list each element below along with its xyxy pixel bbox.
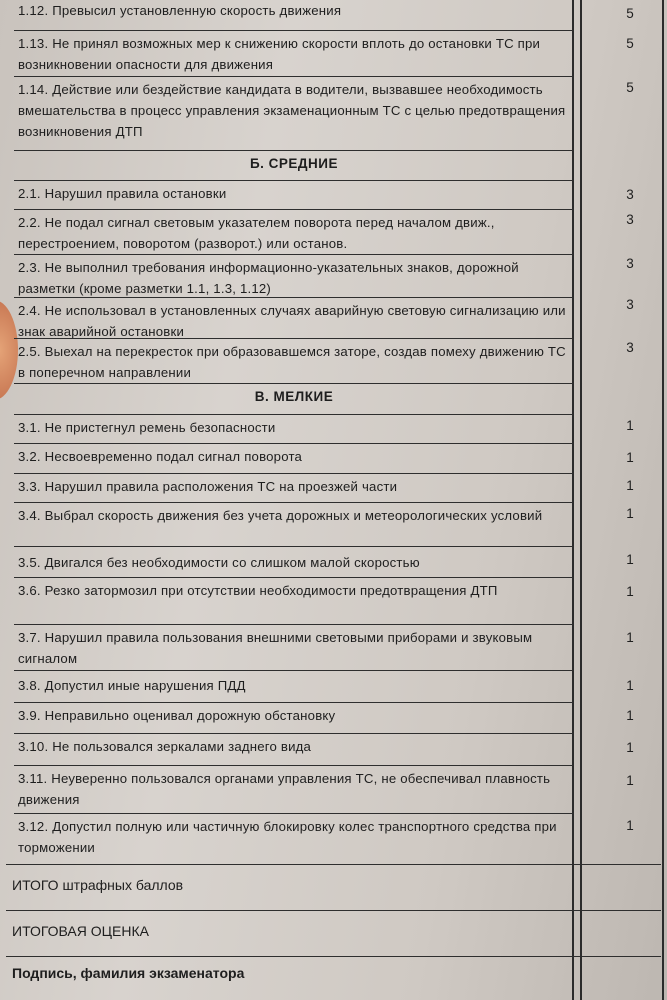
item-row — [14, 338, 574, 383]
section-heading: В. МЕЛКИЕ — [14, 383, 574, 410]
right-border — [662, 0, 664, 1000]
item-text: 3.3. Нарушил правила расположения ТС на проезжей части — [18, 479, 398, 494]
item-points: 1 — [626, 552, 634, 567]
item-points: 3 — [626, 256, 634, 271]
item-row — [14, 297, 574, 338]
item-points: 1 — [626, 450, 634, 465]
item-points: 1 — [626, 630, 634, 645]
item-text: 3.6. Резко затормозил при отсутствии необходимости предотвращения ДТП — [18, 583, 498, 598]
item-points: 1 — [626, 773, 634, 788]
item-text: 2.4. Не использовал в установленных случаях аварийную световую сигнализацию или знак аварийной остановки — [18, 303, 566, 339]
item-text: 3.10. Не пользовался зеркалами заднего вида — [18, 739, 312, 754]
item-text: 1.13. Не принял возможных мер к снижению скорости вплоть до остановки ТС при возникновении опасности для движения — [18, 36, 541, 72]
column-divider — [580, 0, 582, 1000]
item-text: 3.4. Выбрал скорость движения без учета дорожных и метеорологических условий — [18, 508, 543, 523]
item-row — [14, 813, 574, 862]
item-points: 5 — [626, 80, 634, 95]
item-row — [14, 180, 574, 209]
item-text: 2.1. Нарушил правила остановки — [18, 186, 227, 201]
item-row — [14, 209, 574, 254]
item-text: 3.1. Не пристегнул ремень безопасности — [18, 420, 276, 435]
item-row — [14, 670, 574, 703]
item-points: 5 — [626, 6, 634, 21]
item-points: 1 — [626, 478, 634, 493]
item-text: 1.12. Превысил установленную скорость движения — [18, 3, 342, 18]
item-points: 3 — [626, 297, 634, 312]
item-text: 2.5. Выехал на перекресток при образовавшемся заторе, создав помеху движению ТС в поперечном направлении — [18, 344, 566, 380]
final-grade-row — [6, 910, 661, 957]
section-heading: Б. СРЕДНИЕ — [14, 150, 574, 177]
item-points: 3 — [626, 340, 634, 355]
item-row — [14, 624, 574, 669]
item-points: 1 — [626, 708, 634, 723]
item-points: 3 — [626, 187, 634, 202]
item-row — [14, 702, 574, 733]
item-text: 3.2. Несвоевременно подал сигнал поворота — [18, 449, 303, 464]
item-text: 2.2. Не подал сигнал световым указателем поворота перед началом движ., перестроением, поворотом (разворот.) или останов. — [18, 215, 495, 251]
item-row — [14, 502, 574, 545]
item-row — [14, 30, 574, 77]
item-points: 1 — [626, 740, 634, 755]
item-row — [14, 0, 574, 29]
signature-label: Подпись, фамилия экзаменатора — [12, 965, 245, 981]
item-row — [14, 733, 574, 764]
item-text: 3.5. Двигался без необходимости со слишком малой скоростью — [18, 555, 420, 570]
item-text: 3.9. Неправильно оценивал дорожную обстановку — [18, 708, 336, 723]
item-text: 3.11. Неуверенно пользовался органами управления ТС, не обеспечивал плавность движения — [18, 771, 551, 807]
item-points: 1 — [626, 584, 634, 599]
item-text: 3.8. Допустил иные нарушения ПДД — [18, 678, 246, 693]
item-row — [14, 546, 574, 577]
total-points-row — [6, 864, 661, 909]
item-points: 1 — [626, 506, 634, 521]
item-row — [14, 577, 574, 622]
item-points: 3 — [626, 212, 634, 227]
item-points: 1 — [626, 678, 634, 693]
item-points: 1 — [626, 418, 634, 433]
signature-row — [6, 956, 661, 1000]
item-row — [14, 76, 574, 147]
item-text: 1.14. Действие или бездействие кандидата в водители, вызвавшее необходимость вмешательства в процесс управления экзаменационным ТС с целью предотвращения возникновения ДТП — [18, 82, 566, 139]
item-row — [14, 443, 574, 474]
item-row — [14, 765, 574, 812]
item-row — [14, 473, 574, 502]
item-points: 1 — [626, 818, 634, 833]
item-row — [14, 254, 574, 297]
item-text: 3.7. Нарушил правила пользования внешними световыми приборами и звуковым сигналом — [18, 630, 533, 666]
item-row — [14, 414, 574, 443]
item-text: 2.3. Не выполнил требования информационно-указательных знаков, дорожной разметки (кроме разметки 1.1, 1.3, 1.12) — [18, 260, 519, 296]
total-points-label: ИТОГО штрафных баллов — [12, 877, 184, 893]
item-points: 5 — [626, 36, 634, 51]
final-grade-label: ИТОГОВАЯ ОЦЕНКА — [12, 923, 149, 939]
item-text: 3.12. Допустил полную или частичную блокировку колес транспортного средства при торможении — [18, 819, 557, 855]
